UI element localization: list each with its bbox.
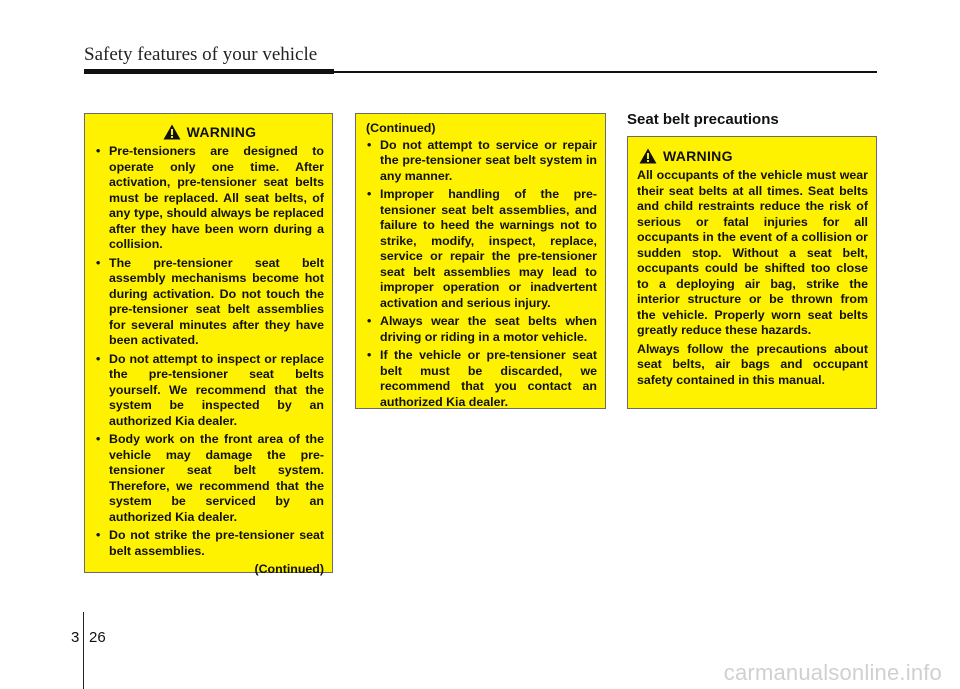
warning-title-text: WARNING xyxy=(663,148,733,164)
list-item: • If the vehicle or pre-tensioner seat belt must be discarded, we recommend that you contact an authorized Kia dealer. xyxy=(366,348,597,410)
chapter-number: 3 xyxy=(71,629,80,646)
warning-paragraph: All occupants of the vehicle must wear their seat belts at all times. Seat belts and child restraints reduce the risk of serious or fatal injuries for all occupants in the event of a collision or sudden stop. Without a seat belt, occupants could be shifted too close to a deploying air bag, strike the interior structure or be thrown from the vehicle. Properly worn seat belts greatly reduce these hazards. xyxy=(637,168,868,337)
list-item: • Body work on the front area of the vehicle may damage the pre-tensioner seat belt system. Therefore, we recommend that the system be serviced by an authorized Kia dealer. xyxy=(95,432,324,525)
warning-list xyxy=(366,138,597,411)
page-header-title: Safety features of your vehicle xyxy=(84,44,318,65)
warning-triangle-icon xyxy=(639,148,657,164)
list-item: • Do not attempt to inspect or replace the pre-tensioner seat belts yourself. We recommend that the system be inspected by an authorized Kia dealer. xyxy=(95,352,324,430)
header-rule-thin xyxy=(334,71,877,73)
warning-box-seat-belt-precautions xyxy=(627,136,877,409)
list-item: • Do not attempt to service or repair the pre-tensioner seat belt system in any manner. xyxy=(366,138,597,185)
list-item: • Improper handling of the pre-tensioner seat belt assemblies, and failure to heed the warnings not to strike, modify, inspect, replace, service or repair the pre-tensioner seat belt assemblies may lead to improper operation or inadvertent activation and serious injury. xyxy=(366,187,597,311)
section-heading: Seat belt precautions xyxy=(627,111,779,128)
warning-box-pretensioners xyxy=(84,113,333,576)
header-rule-thick xyxy=(84,69,334,74)
warning-paragraph: Always follow the precautions about seat belts, air bags and occupant safety contained in this manual. xyxy=(637,341,868,387)
list-item: • Do not strike the pre-tensioner seat belt assemblies. xyxy=(95,528,324,559)
warning-title-text: WARNING xyxy=(186,124,257,140)
list-item: • The pre-tensioner seat belt assembly mechanisms become hot during activation. Do not touch the pre-tensioner seat belt assemblies for several minutes after they have been activated. xyxy=(95,256,324,349)
continued-note: (Continued) xyxy=(254,562,324,576)
warning-title xyxy=(637,147,868,165)
continued-header: (Continued) xyxy=(366,121,436,135)
list-item: • Pre-tensioners are designed to operate only one time. After activation, pre-tensioner seat belts must be replaced. All seat belts, of any type, should always be replaced after they have been worn during a collision. xyxy=(95,144,324,253)
warning-list xyxy=(95,144,324,559)
warning-box-continued xyxy=(355,113,606,409)
warning-title xyxy=(95,123,324,141)
page-number: 26 xyxy=(89,629,106,646)
warning-triangle-icon xyxy=(163,124,181,140)
list-item: • Always wear the seat belts when driving or riding in a motor vehicle. xyxy=(366,314,597,345)
watermark: carmanualsonline.info xyxy=(723,660,942,685)
footer-divider xyxy=(83,612,84,689)
